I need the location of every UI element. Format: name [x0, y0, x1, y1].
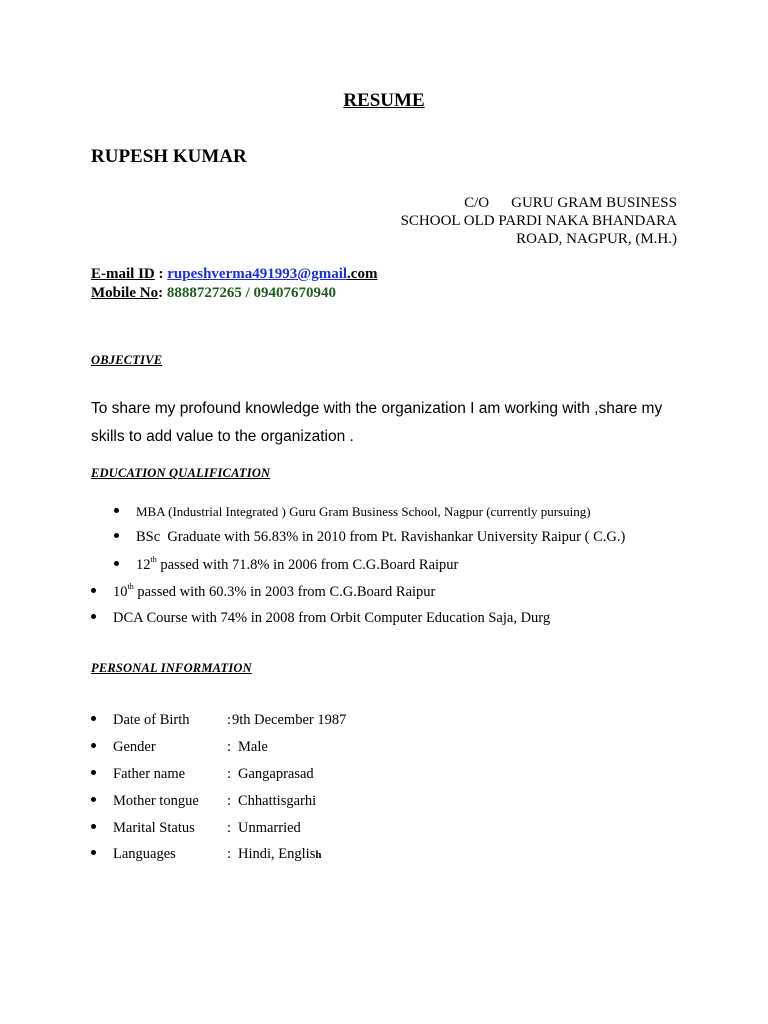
dob-colon: : [227, 712, 232, 728]
bullet-icon [91, 850, 96, 855]
email-label: E-mail ID [91, 266, 155, 282]
candidate-name: RUPESH KUMAR [91, 146, 247, 167]
email-row [91, 265, 377, 284]
father-name-value: Gangaprasad [238, 766, 314, 782]
languages-colon: : [227, 846, 232, 862]
bullet-icon [91, 588, 96, 593]
dob-label: Date of Birth [113, 712, 190, 728]
list-item [91, 820, 301, 837]
education-heading: EDUCATION QUALIFICATION [91, 466, 271, 480]
mobile-row [91, 284, 377, 303]
gender-value: Male [238, 739, 268, 755]
address-line-3: ROAD, NAGPUR, (M.H.) [516, 231, 677, 247]
email-link[interactable]: rupeshverma491993@gmail [167, 266, 348, 282]
education-item-mba: MBA (Industrial Integrated ) Guru Gram Business School, Nagpur (currently pursuing) [136, 504, 591, 519]
list-item [91, 610, 550, 627]
father-name-colon: : [227, 766, 232, 782]
gender-label: Gender [113, 739, 156, 755]
address-co: C/O [464, 195, 490, 211]
list-item [114, 504, 591, 520]
bullet-icon [114, 508, 119, 513]
mobile-separator: : [158, 285, 167, 301]
marital-status-value: Unmarried [238, 820, 301, 836]
bullet-icon [91, 614, 96, 619]
education-item-dca: DCA Course with 74% in 2008 from Orbit Computer Education Saja, Durg [113, 610, 551, 626]
education-item-bsc: BSc Graduate with 56.83% in 2010 from Pt. Ravishankar University Raipur ( C.G.) [136, 529, 626, 545]
address-line-1 [401, 194, 677, 212]
marital-status-colon: : [227, 820, 232, 836]
bullet-icon [114, 533, 119, 538]
gender-colon: : [227, 739, 232, 755]
mobile-number: 8888727265 / 09407670940 [166, 285, 336, 301]
bullet-icon [91, 797, 96, 802]
list-item [91, 739, 268, 756]
objective-text: To share my profound knowledge with the organization I am working with ,share my skills to add value to the organization . [91, 400, 663, 445]
languages-label: Languages [113, 846, 176, 862]
bullet-icon [91, 770, 96, 775]
list-item [91, 766, 314, 783]
objective-heading: OBJECTIVE [91, 353, 163, 367]
list-item [91, 583, 435, 601]
address-line-2: SCHOOL OLD PARDI NAKA BHANDARA [400, 213, 677, 229]
personal-heading: PERSONAL INFORMATION [91, 661, 252, 675]
mother-tongue-label: Mother tongue [113, 793, 199, 809]
father-name-label: Father name [113, 766, 186, 782]
list-item [91, 712, 346, 729]
email-suffix: .com [347, 266, 378, 282]
email-separator: : [154, 266, 168, 282]
education-item-10th: 10th passed with 60.3% in 2003 from C.G.Board Raipur [113, 582, 436, 600]
address-block [401, 194, 677, 248]
bullet-icon [91, 716, 96, 721]
contact-block [91, 265, 377, 303]
mother-tongue-value: Chhattisgarhi [238, 793, 317, 809]
list-item [114, 529, 625, 546]
list-item [91, 846, 321, 863]
list-item [91, 793, 316, 810]
languages-value: Hindi, English [238, 846, 322, 862]
list-item [114, 556, 458, 574]
mother-tongue-colon: : [227, 793, 232, 809]
mobile-label: Mobile No [91, 285, 159, 301]
bullet-icon [91, 743, 96, 748]
dob-value: 9th December 1987 [232, 712, 347, 728]
education-item-12th: 12th passed with 71.8% in 2006 from C.G.Board Raipur [136, 555, 459, 573]
bullet-icon [114, 561, 119, 566]
bullet-icon [91, 824, 96, 829]
address-line-1-rest: GURU GRAM BUSINESS [511, 195, 677, 211]
document-title: RESUME [343, 90, 425, 111]
marital-status-label: Marital Status [113, 820, 195, 836]
